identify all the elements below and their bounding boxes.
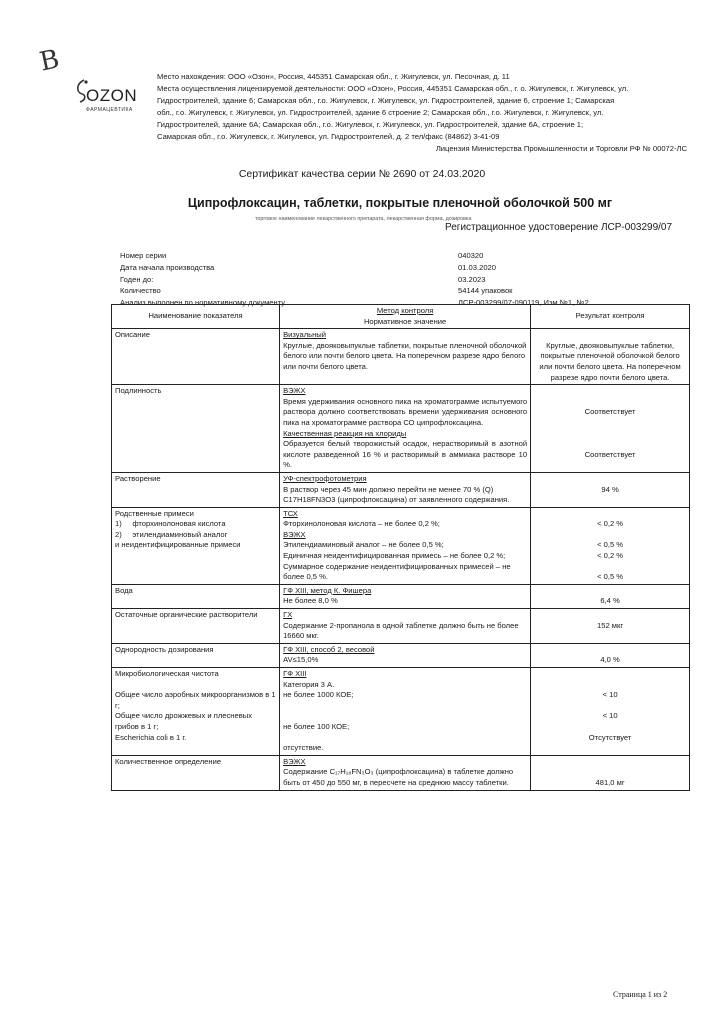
method-name: ГХ [283,610,293,620]
header-line: обл., г.о. Жигулевск, г. Жигулевск, ул. Гидростроителей, здание 6 строение 2; Самарская обл., г.о. Жигулевск, г. Жигулевск, ул. [157,108,604,117]
row-result [531,643,690,667]
method-name: ГФ XIII, метод К. Фишера [283,585,372,595]
info-row [120,274,620,286]
table-row [112,755,690,790]
norm-text: Этилендиаминовый аналог – не более 0,5 %; [283,540,444,550]
info-key: Анализ выполнен по нормативному документу [120,298,286,308]
header-norm-label: Нормативное значение [363,316,447,326]
subitem [115,530,276,541]
registration-number: Регистрационное удостоверение ЛСР-003299/07 [445,222,673,233]
row-result [531,668,690,756]
norm-text: Фторхинолоновая кислота – не более 0,2 %; [283,519,440,529]
subitem [115,519,276,530]
info-key: Номер серии [120,251,167,260]
row-name: Количественное определение [112,755,280,790]
license-line: Лицензия Министерства Промышленности и Торговли РФ № 00072-ЛС [435,144,687,153]
info-row [120,250,620,262]
subitem-number: 2) [115,529,122,539]
result-text: 152 мкг [597,620,624,630]
page-number: Страница 1 из 2 [613,990,668,999]
row-method [280,668,531,756]
header-method-label: Метод контроля [376,306,434,315]
row-result [531,472,690,507]
table-row [112,385,690,473]
method-name: ГФ XIII, способ 2, весовой [283,644,375,654]
result-text: 4,0 % [600,655,620,665]
row-method [280,584,531,608]
result-text: Соответствует [584,449,636,459]
result-text: < 0,2 % [597,551,624,561]
norm-text: не более 1000 КОЕ; [283,690,354,700]
norm-text: Образуется белый творожистый осадок, нерастворимый в азотной кислоте разведенной 16 % и растворимый в аммиака растворе 10 %. [283,439,528,470]
method-name: УФ-спектрофотометрия [283,473,367,483]
info-key: Дата начала производства [120,262,215,272]
row-name [112,507,280,584]
row-result [531,385,690,473]
norm-text: Категория 3 А. [283,679,335,689]
row-name-text: Родственные примеси [115,508,194,518]
header-line: Гидростроителей, здание 6А; Самарская обл., г.о. Жигулевск, г. Жигулевск, ул. Гидростроителей, здание 6А, строение 1; [157,120,584,129]
row-result [531,507,690,584]
result-text: 6,4 % [600,596,620,606]
row-result [531,329,690,385]
company-header [157,71,687,155]
table-row [112,329,690,385]
row-name: Вода [112,584,280,608]
row-result [531,584,690,608]
info-value: ЛСР-003299/07-090119, Изм.№1, №2 [458,298,589,308]
norm-text: В раствор через 45 мин должно перейти не менее 70 % (Q) С17Н18FN3O3 (ципрофлоксацина) от заявленного содержания. [283,484,510,505]
norm-text: Время удерживания основного пика на хроматограмме испытуемого раствора должно соответствовать времени удерживания основного пика на хроматограмме раствора СО ципрофлоксацина. [283,396,528,427]
method-name: Качественная реакция на хлориды [283,428,407,438]
subitem-text: этилендиаминовый аналог [132,529,228,539]
result-text: < 10 [602,711,618,721]
row-name [112,668,280,756]
result-text: Отсутствует [588,732,632,742]
result-text: < 10 [602,690,618,700]
subitem: Общее число аэробных микроорганизмов в 1 г; [115,690,276,710]
table-header-row [112,305,690,329]
result-text: Соответствует [584,407,636,417]
header-line: Места осуществления лицензируемой деятельности: ООО «Озон», Россия, 445351 Самарская обл., г. о. Жигулевск, г. Жигулевск, ул. [157,84,629,93]
subitem-text: фторхинолоновая кислота [132,519,226,529]
norm-text: Единичная неидентифицированная примесь – не более 0,2 %; [283,551,506,561]
product-name: Ципрофлоксацин, таблетки, покрытые пленочной оболочкой 500 мг [187,196,613,210]
table-row [112,507,690,584]
result-text: < 0,2 % [597,519,624,529]
row-result [531,755,690,790]
header-line: Самарская обл., г.о. Жигулевск, г. Жигулевск, ул. Гидростроителей, д. 2 тел/факс (84862) 3-41-09 [157,132,500,141]
info-row [120,262,620,274]
table-row [112,668,690,756]
result-text: 481,0 мг [595,777,625,787]
row-result [531,609,690,644]
method-name: ГФ XIII [283,669,307,678]
info-key: Количество [120,286,161,296]
row-name: Подлинность [112,385,280,473]
table-row [112,472,690,507]
method-name: Визуальный [283,330,326,340]
logo-subtitle: ФАРМАЦЕВТИКА [86,107,133,113]
header-line: Место нахождения: ООО «Озон», Россия, 445351 Самарская обл., г. Жигулевск, ул. Песочная, д. 11 [157,72,510,81]
subitem: Escherichia coli в 1 г. [115,732,187,742]
info-value: 040320 [458,251,484,260]
norm-text: отсутствие. [283,743,324,753]
header-result: Результат контроля [531,305,690,329]
row-method [280,755,531,790]
subitem: Общее число дрожжевых и плесневых грибов в 1 г; [115,711,253,731]
table-row [112,584,690,608]
norm-text: Круглые, двояковыпуклые таблетки, покрытые пленочной оболочкой белого или почти белого цвета. На поперечном разрезе ядро белого или почти белого цвета. [283,340,527,371]
header-line: Гидростроителей, здание 6; Самарская обл., г.о. Жигулевск, г. Жигулевск, ул. Гидростроителей, здание 6, строение 1; Самарская [157,96,615,105]
norm-text: Содержание C₁₇H₁₈FN₃O₃ (ципрофлоксацина) в таблетке должно быть от 450 до 550 мг, в пересчете на среднюю массу таблетки. [283,767,514,787]
batch-info [120,250,620,309]
row-method [280,507,531,584]
info-value: 01.03.2020 [458,262,497,272]
row-method [280,609,531,644]
method-name: ВЭЖХ [283,529,306,539]
row-name: Описание [112,329,280,385]
subitem: и неидентифицированные примеси [115,540,241,550]
table-row [112,643,690,667]
header-method [280,305,531,329]
method-name: ТСХ [283,508,298,518]
row-name: Растворение [112,472,280,507]
info-row [120,285,620,297]
results-table [111,304,690,791]
company-logo [72,86,152,113]
result-text: < 0,5 % [597,572,624,582]
norm-text: AV≤15,0% [283,655,319,665]
result-text: 94 % [601,484,619,494]
info-value: 54144 упаковок [458,286,513,296]
row-method [280,643,531,667]
result-text: Круглые, двояковыпуклые таблетки, покрытые пленочной оболочкой белого или почти белого цвета. На поперечном разрезе ядро почти белого цвета. [539,340,681,382]
row-name-text: Микробиологическая чистота [115,669,219,678]
method-name: ВЭЖХ [283,756,306,766]
table-row [112,609,690,644]
norm-text: Содержание 2-пропанола в одной таблетке должно быть не более 16660 мкг. [283,620,519,641]
row-name: Однородность дозирования [112,643,280,667]
row-method [280,472,531,507]
norm-text: Суммарное содержание неидентифицированных примесей – не более 0,5 %. [283,561,511,582]
info-key: Годен до: [120,274,154,284]
info-value: 03.2023 [458,274,486,284]
header-parameter: Наименование показателя [112,305,280,329]
subitem-number: 1) [115,519,122,529]
row-method [280,329,531,385]
norm-text: Не более 8,0 % [283,596,338,606]
row-name: Остаточные органические растворители [112,609,280,644]
logo-swirl-icon [74,78,90,104]
handwritten-mark: B [37,44,63,78]
method-name: ВЭЖХ [283,386,306,396]
row-method [280,385,531,473]
certificate-title: Сертификат качества серии № 2690 от 24.03.2020 [238,168,486,180]
logo-word: OZON [86,86,138,105]
result-text: < 0,5 % [597,540,624,550]
norm-text: не более 100 КОЕ; [283,721,350,731]
product-caption: торговое наименование лекарственного препарата, лекарственная форма, дозировка [255,216,472,222]
